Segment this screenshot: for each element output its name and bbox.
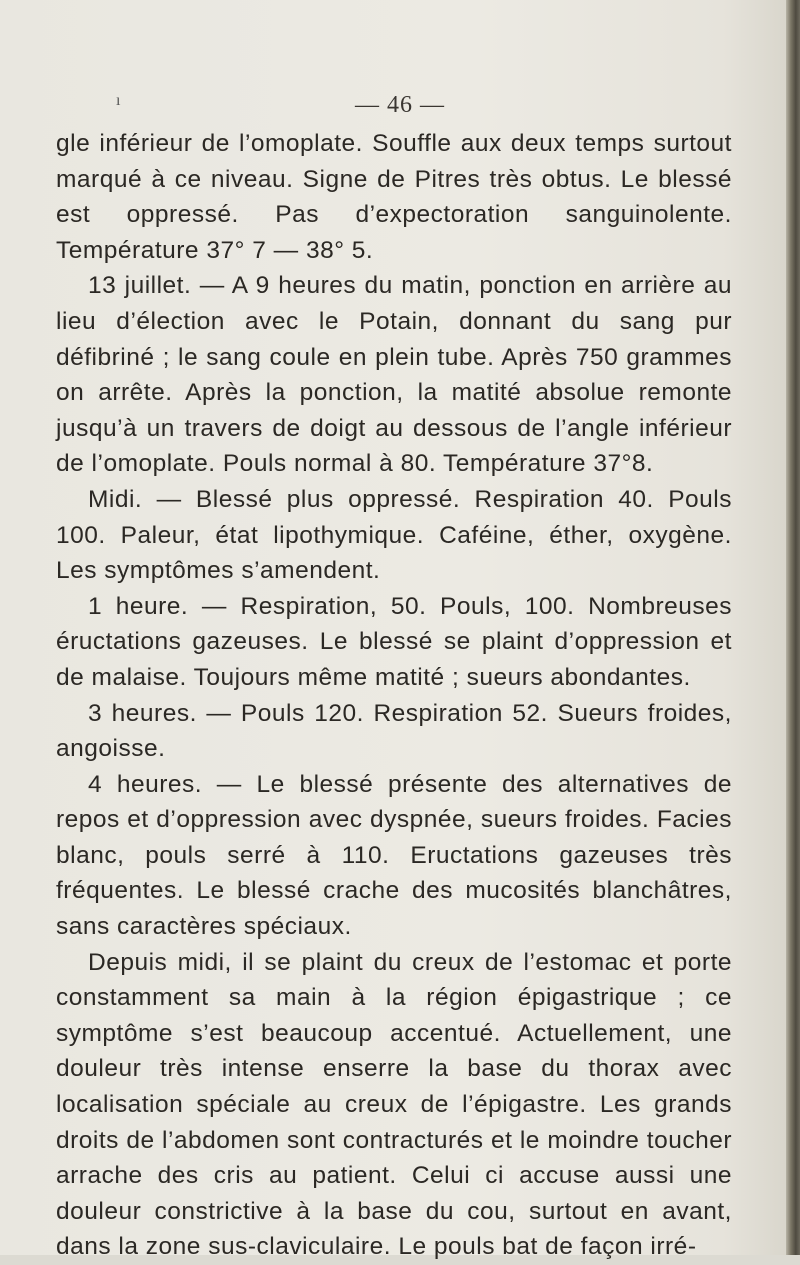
stray-mark: ı [116, 92, 121, 109]
paragraph-continuation: gle inférieur de l’omoplate. Souffle aux deux temps surtout marqué à ce niveau. Signe de Pitres très obtus. Le blessé est oppressé. Pas d’expectoration sanguinolente. Température 37° 7 — 38° 5. [56, 130, 732, 264]
page-edge-shadow [786, 0, 800, 1255]
paragraph-13-juillet: 13 juillet. — A 9 heures du matin, ponction en arrière au lieu d’élection avec le Potain, donnant du sang pur défibriné ; le sang coule en plein tube. Après 750 grammes on arrête. Après la ponction, la matité absolue remonte jusqu’à un travers de doigt au dessous de l’angle inférieur de l’omoplate. Pouls normal à 80. Température 37°8. [56, 272, 732, 478]
body-text [56, 126, 732, 1265]
paragraph-midi: Midi. — Blessé plus oppressé. Respiration 40. Pouls 100. Paleur, état lipothymique. Caféine, éther, oxygène. Les symptômes s’amendent. [56, 485, 732, 585]
paragraph-1-heure: 1 heure. — Respiration, 50. Pouls, 100. Nombreuses éructations gazeuses. Le blessé se plaint d’oppression et de malaise. Toujours même matité ; sueurs abondantes. [56, 592, 732, 691]
paragraph-4-heures: 4 heures. — Le blessé présente des alternatives de repos et d’oppression avec dyspnée, sueurs froides. Facies blanc, pouls serré à 110. Eructations gazeuses très fréquentes. Le blessé crache des mucosités blanchâtres, sans caractères spéciaux. [56, 770, 732, 941]
paragraph-3-heures: 3 heures. — Pouls 120. Respiration 52. Sueurs froides, angoisse. [56, 699, 732, 763]
paragraph-depuis-midi: Depuis midi, il se plaint du creux de l’estomac et porte constamment sa main à la région épigastrique ; ce symptôme s’est beaucoup accentué. Actuellement, une douleur très intense enserre la base du thorax avec localisation spéciale au creux de l’épigastre. Les grands droits de l’abdomen sont contracturés et le moindre toucher arrache des cris au patient. Celui ci accuse aussi une douleur constrictive à la base du cou, surtout en avant, dans la zone sus-claviculaire. Le pouls bat de façon irré- [56, 948, 732, 1261]
page-number: — 46 — [355, 92, 445, 118]
